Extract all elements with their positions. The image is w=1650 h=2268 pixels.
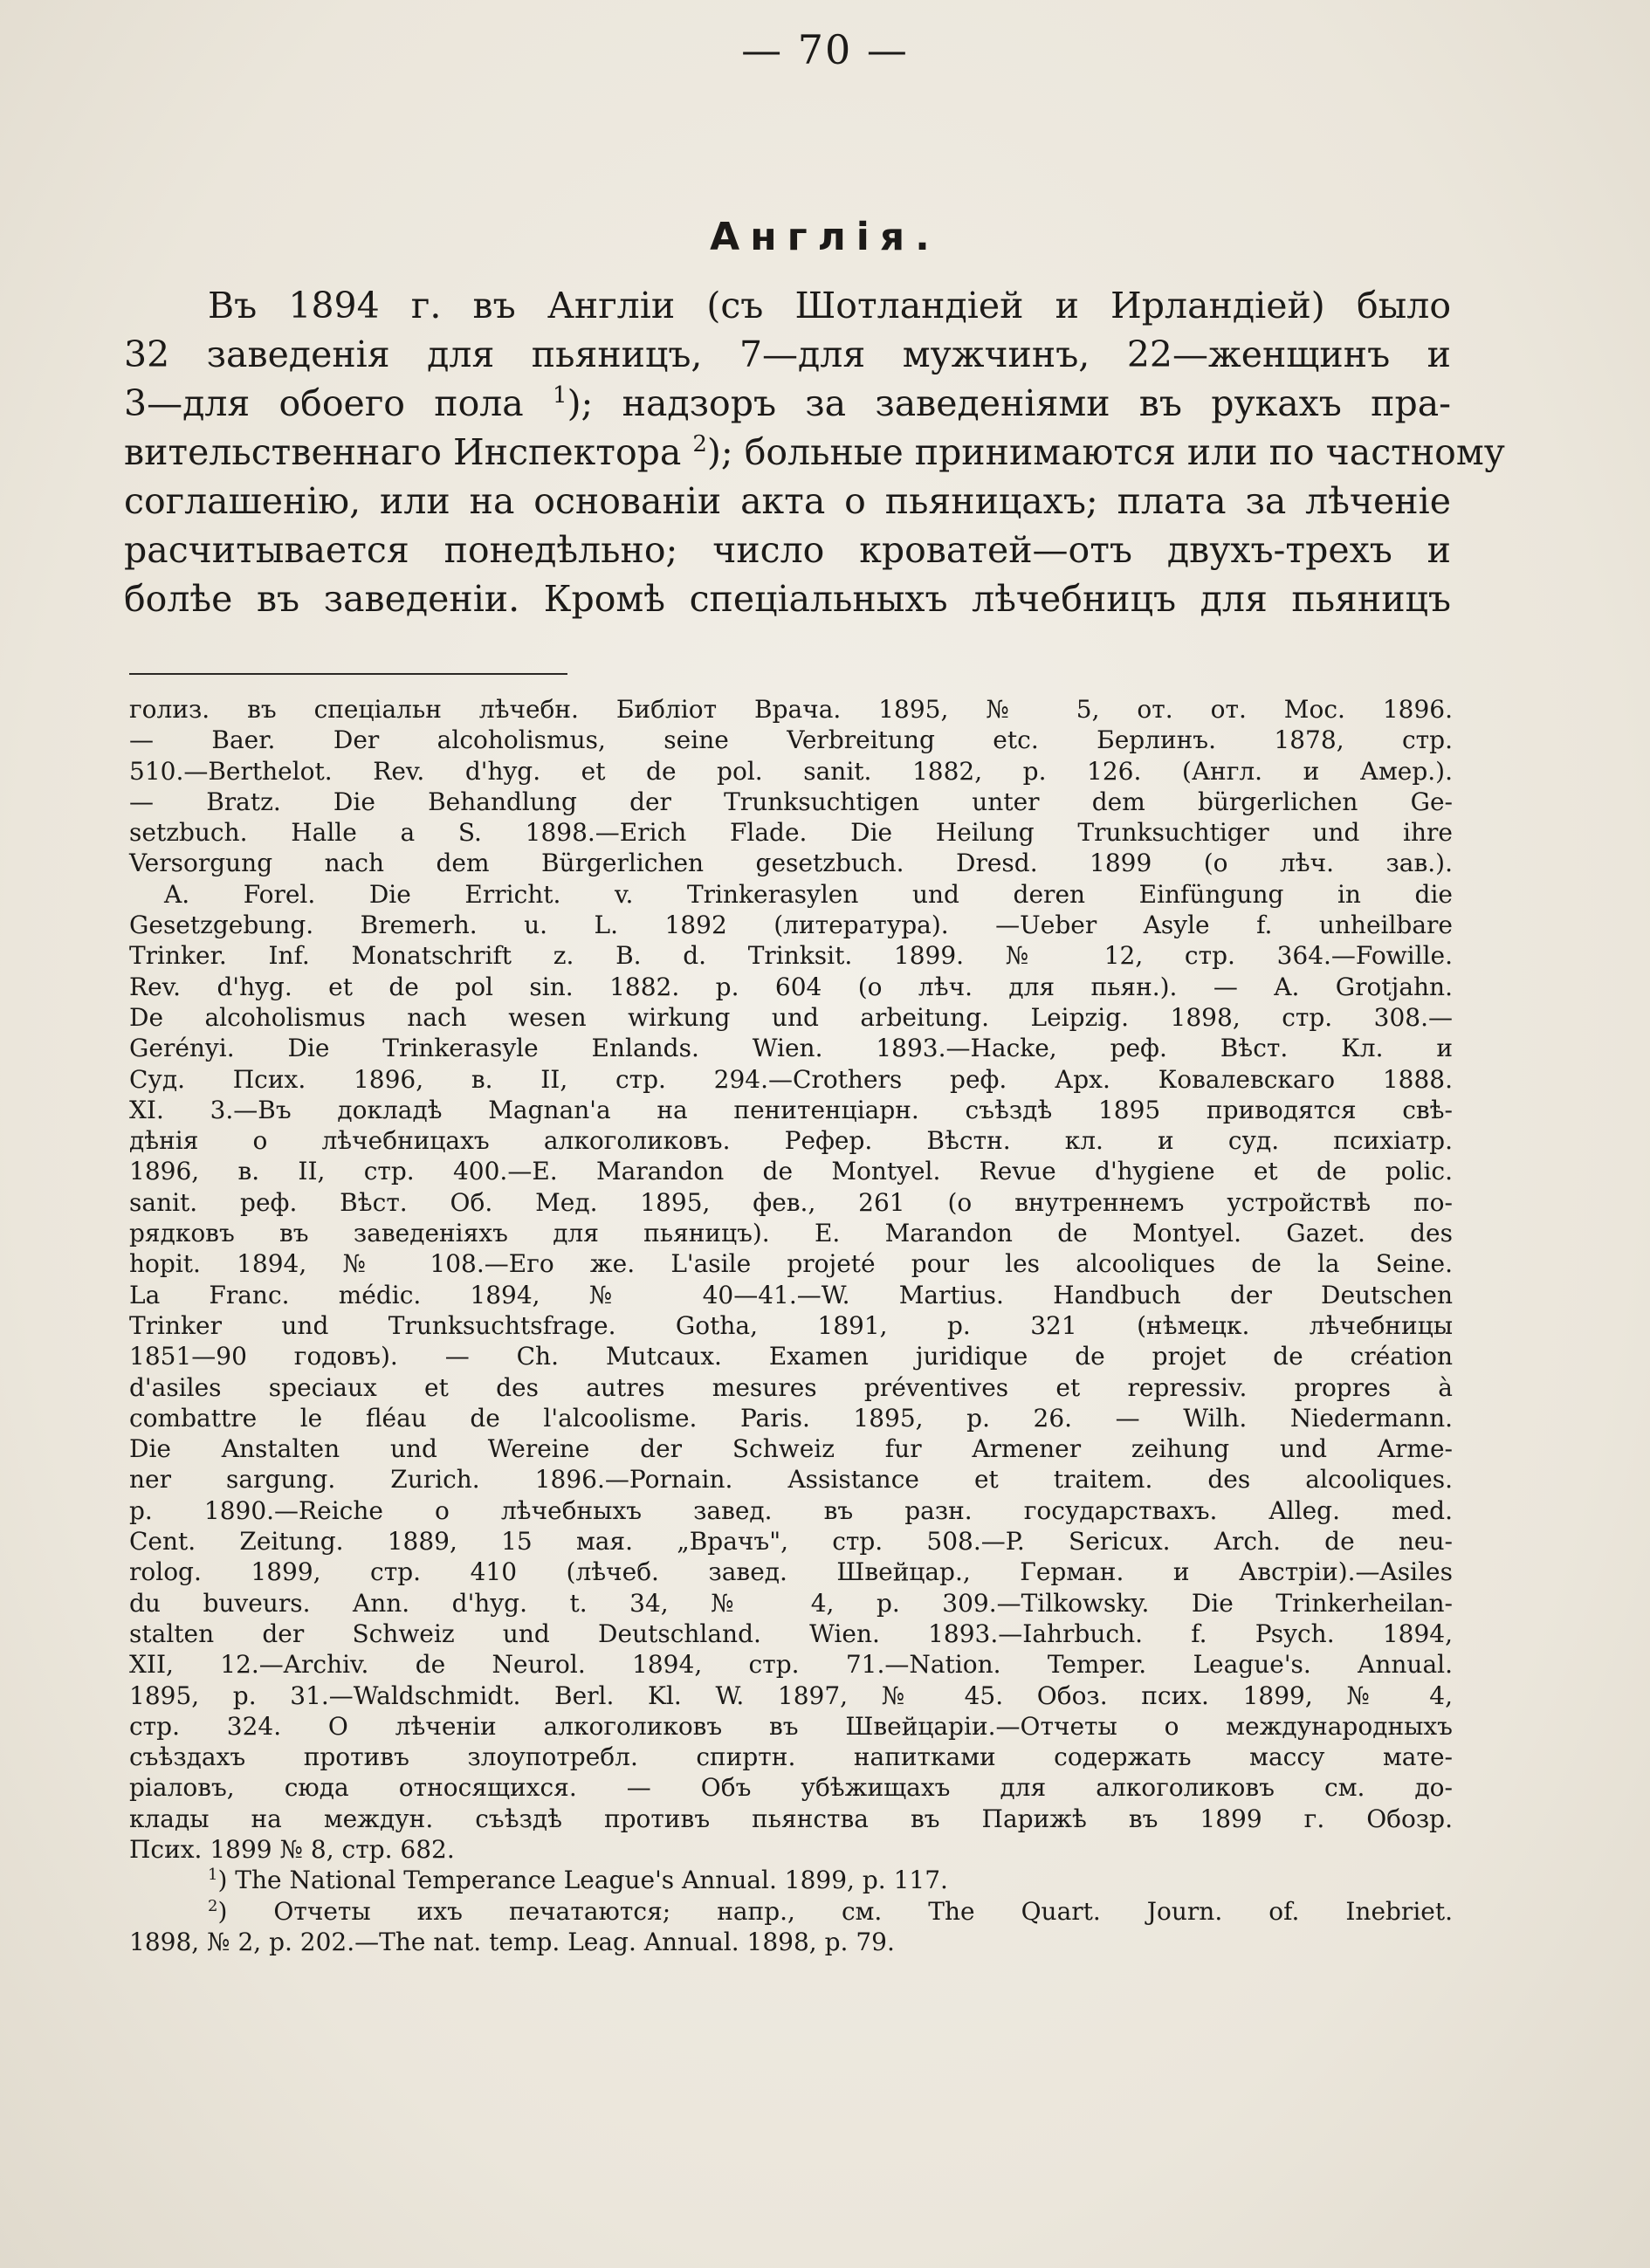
footnote-line: Суд. Псих. 1896, в. II, стр. 294.—Crothers реф. Арх. Ковалевскаго 1888. [129, 1064, 1453, 1094]
footnote-line: 1895, p. 31.—Waldschmidt. Berl. Kl. W. 1897, № 45. Обоз. псих. 1899, № 4, [129, 1680, 1453, 1710]
footnote-line: La Franc. médic. 1894, № 40—41.—W. Martius. Handbuch der Deutschen [129, 1280, 1453, 1309]
footnote-line: p. 1890.—Reiche о лѣчебныхъ завед. въ разн. государствахъ. Alleg. med. [129, 1495, 1453, 1525]
footnote-1-text: ) The National Temperance League's Annual. 1899, p. 117. [217, 1866, 948, 1895]
footnote-line: съѣздахъ противъ злоупотребл. спиртн. напитками содержать массу мате- [129, 1742, 1453, 1772]
body-line: 32 заведенія для пьяницъ, 7—для мужчинъ, 22—женщинъ и [124, 333, 1451, 375]
footnote-line: Cent. Zeitung. 1889, 15 мая. „Врачъ", стр. 508.—P. Sericux. Arch. de neu- [129, 1527, 1453, 1557]
footnote-line: — Baer. Der alcoholismus, seine Verbreitung etc. Берлинъ. 1878, стр. [129, 725, 1453, 755]
footnote-line: d'asiles speciaux et des autres mesures préventives et repressiv. propres à [129, 1372, 1453, 1402]
body-paragraph [124, 281, 1505, 623]
footnote-line: — Bratz. Die Behandlung der Trunksuchtigen unter dem bürgerlichen Ge- [129, 787, 1453, 816]
footnote-line: Trinker und Trunksuchtsfrage. Gotha, 1891, p. 321 (нѣмецк. лѣчебницы [129, 1310, 1453, 1340]
footnote-1-marker: 1 [208, 1866, 218, 1885]
footnote-line: Versorgung nach dem Bürgerlichen gesetzbuch. Dresd. 1899 (о лѣч. зав.). [129, 849, 1453, 878]
footnote-ref-1: 1 [553, 382, 567, 409]
footnote-line: hopit. 1894, № 108.—Его же. L'asile projeté pour les alcooliques de la Seine. [129, 1249, 1453, 1279]
footnote-line: дѣнія о лѣчебницахъ алкоголиковъ. Рефер. Вѣстн. кл. и суд. психіатр. [129, 1126, 1453, 1156]
body-line: расчитывается понедѣльно; число кроватей—отъ двухъ-трехъ и [124, 529, 1451, 571]
footnote-line: setzbuch. Halle a S. 1898.—Erich Flade. Die Heilung Trunksuchtiger und ihre [129, 818, 1453, 848]
footnote-line: Gerényi. Die Trinkerasyle Enlands. Wien. 1893.—Hacke, реф. Вѣст. Кл. и [129, 1034, 1453, 1063]
footnote-line: combattre le fléau de l'alcoolisme. Paris. 1895, p. 26. — Wilh. Niedermann. [129, 1403, 1453, 1433]
footnote-line: Die Anstalten und Wereine der Schweiz fur Armener zeihung und Arme- [129, 1434, 1453, 1464]
body-line: соглашенію, или на основаніи акта о пьяницахъ; плата за лѣченіе [124, 480, 1451, 522]
footnote-2 [129, 1896, 1453, 1927]
section-heading: Англія. [710, 215, 940, 259]
footnote-line: клады на междун. съѣздѣ противъ пьянства въ Парижѣ въ 1899 г. Обозр. [129, 1804, 1453, 1833]
body-line-part: вительственнаго Инспектора [124, 431, 693, 473]
footnote-line: du buveurs. Ann. d'hyg. t. 34, № 4, p. 309.—Tilkowsky. Die Trinkerheilan- [129, 1588, 1453, 1618]
footnote-line: Gesetzgebung. Bremerh. u. L. 1892 (литература). —Ueber Asyle f. unheilbare [129, 911, 1453, 940]
footnote-line: XII, 12.—Archiv. de Neurol. 1894, стр. 71.—Nation. Temper. League's. Annual. [129, 1650, 1453, 1680]
footnote-2-text: ) Отчеты ихъ печатаются; напр., см. The Quart. Journ. of. Inebriet. [217, 1896, 1453, 1926]
footnote-line: стр. 324. О лѣченіи алкоголиковъ въ Швейцаріи.—Отчеты о международныхъ [129, 1711, 1453, 1741]
footnote-line: XI. 3.—Въ докладѣ Magnan'а на пенитенціарн. съѣздѣ 1895 приводятся свѣ- [129, 1095, 1453, 1124]
body-line-part: ); надзоръ за заведеніями въ рукахъ пра- [567, 382, 1451, 424]
body-line: Въ 1894 г. въ Англіи (съ Шотландіей и Ирландіей) было [208, 285, 1451, 326]
footnote-line: ріаловъ, сюда относящихся. — Объ убѣжищахъ для алкоголиковъ см. до- [129, 1773, 1453, 1803]
footnote-line: Псих. 1899 № 8, стр. 682. [129, 1834, 455, 1864]
footnote-line: 1896, в. II, стр. 400.—E. Marandon de Montyel. Revue d'hygiene et de polic. [129, 1157, 1453, 1186]
footnote-line: De alcoholismus nach wesen wirkung und arbeitung. Leipzig. 1898, стр. 308.— [129, 1002, 1453, 1032]
footnote-line: Rev. d'hyg. et de pol sin. 1882. p. 604 (о лѣч. для пьян.). — A. Grotjahn. [129, 972, 1453, 1001]
footnotes-block [129, 694, 1453, 1957]
footnote-line: stalten der Schweiz und Deutschland. Wien. 1893.—Iahrbuch. f. Psych. 1894, [129, 1619, 1453, 1648]
footnote-line: Trinker. Inf. Monatschrift z. B. d. Trinksit. 1899. № 12, стр. 364.—Fowille. [129, 941, 1453, 971]
footnote-line: ner sargung. Zurich. 1896.—Pornain. Assistance et traitem. des alcooliques. [129, 1465, 1453, 1495]
body-line-part: 3—для обоего пола [124, 382, 553, 424]
page-number: — 70 — [741, 26, 909, 73]
footnote-2-marker: 2 [208, 1896, 218, 1915]
footnote-line: 1851—90 годовъ). — Ch. Mutcaux. Examen juridique de projet de création [129, 1342, 1453, 1371]
footnote-divider [129, 673, 567, 675]
footnote-ref-2: 2 [692, 431, 707, 457]
footnote-line: rolog. 1899, стр. 410 (лѣчеб. завед. Швейцар., Герман. и Австріи).—Asiles [129, 1557, 1453, 1587]
footnote-line: рядковъ въ заведеніяхъ для пьяницъ). E. Marandon de Montyel. Gazet. des [129, 1219, 1453, 1248]
body-line: болѣе въ заведеніи. Кромѣ спеціальныхъ лѣчебницъ для пьяницъ [124, 578, 1451, 620]
footnote-line: 510.—Berthelot. Rev. d'hyg. et de pol. sanit. 1882, p. 126. (Англ. и Амер.). [129, 756, 1453, 786]
footnote-1 [129, 1865, 1453, 1895]
body-line [124, 379, 1451, 428]
footnote-line: A. Forel. Die Erricht. v. Trinkerasylen und deren Einfüngung in die [164, 879, 1453, 909]
body-line-part: ); больные принимаются или по частному [706, 431, 1505, 473]
footnote-line: sanit. реф. Вѣст. Об. Мед. 1895, фев., 261 (о внутреннемъ устройствѣ по- [129, 1187, 1453, 1217]
footnote-line: голиз. въ спеціальн лѣчебн. Библіот Врача. 1895, № 5, от. от. Мос. 1896. [129, 695, 1453, 724]
body-line [124, 428, 1505, 477]
footnote-2-continuation: 1898, № 2, p. 202.—The nat. temp. Leag. Annual. 1898, p. 79. [129, 1927, 895, 1956]
